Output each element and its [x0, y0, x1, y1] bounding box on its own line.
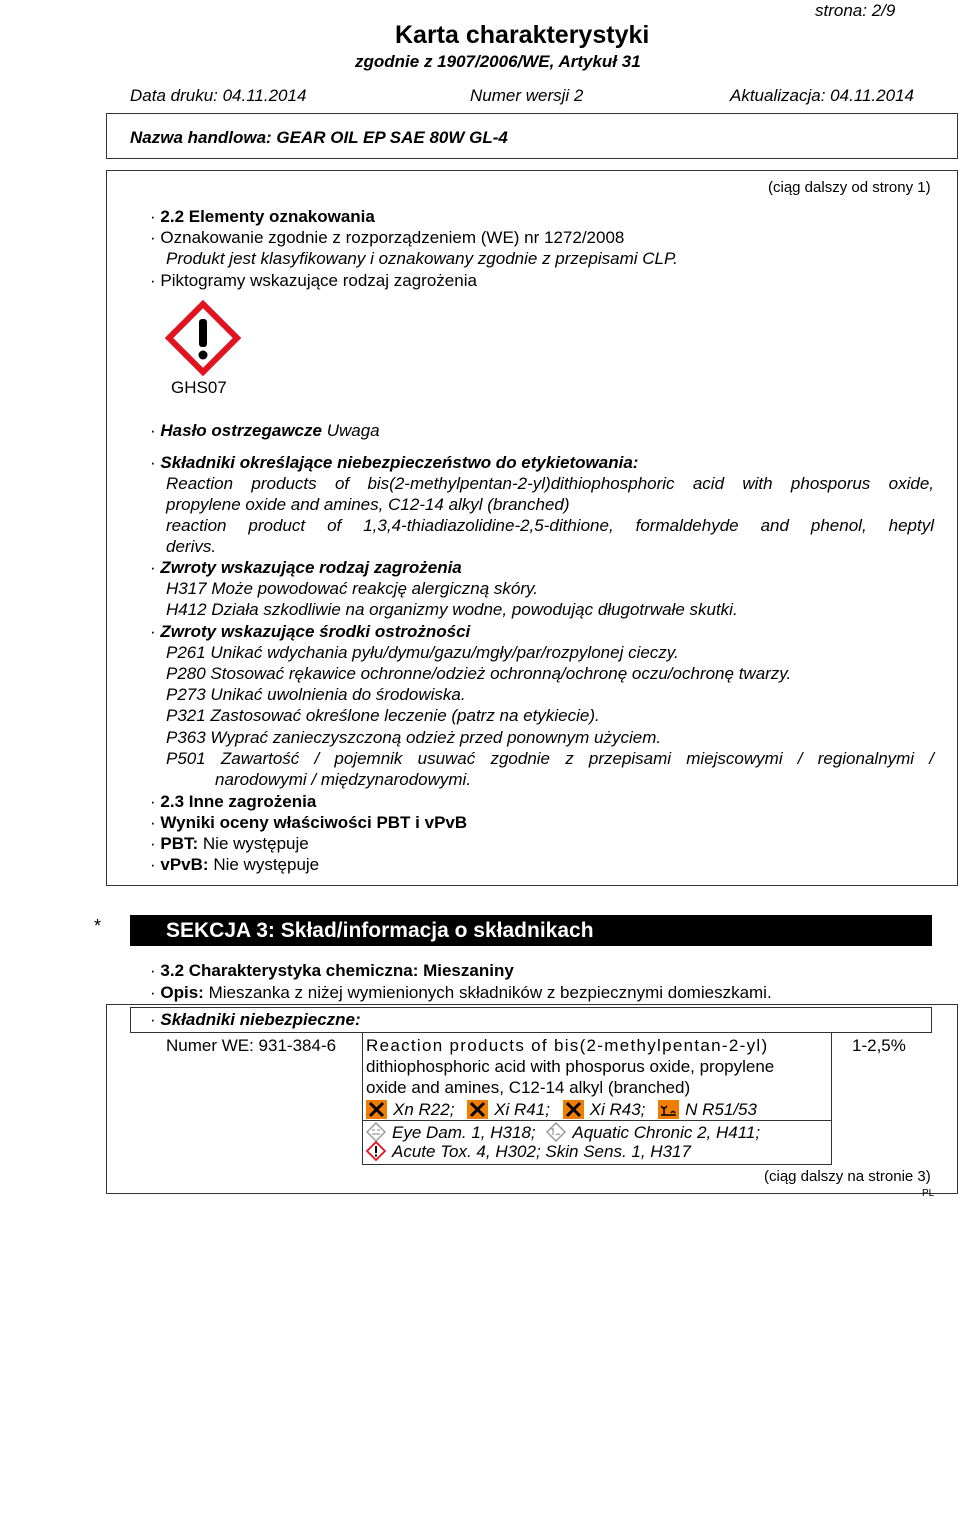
components-line-1: Reaction products of bis(2-methylpentan-2-yl)dithiophosphoric acid with phosporus oxide,: [166, 474, 934, 493]
precaution-statement: P273 Unikać uwolnienia do środowiska.: [166, 685, 466, 704]
components-line-2: propylene oxide and amines, C12-14 alkyl (branched): [166, 495, 570, 514]
precaution-p501-line2: narodowymi / międzynarodowymi.: [215, 770, 472, 789]
precautions-heading: · Zwroty wskazujące środki ostrożności: [150, 622, 471, 641]
dsd-classification: Xn R22; Xi R41; Xi R43; N R51/53: [366, 1099, 757, 1120]
precaution-statement: P363 Wyprać zanieczyszczoną odzież przed ponownym użyciem.: [166, 728, 662, 747]
document-title: Karta charakterystyki: [395, 21, 650, 49]
ingredient-divider: [362, 1120, 832, 1121]
update-date: Aktualizacja: 04.11.2014: [730, 86, 914, 105]
clp-classification-line1: Eye Dam. 1, H318; Aquatic Chronic 2, H411;: [366, 1122, 760, 1143]
harmful-cross-icon: [366, 1100, 387, 1119]
environment-icon: [546, 1122, 566, 1142]
precaution-statement: P261 Unikać wdychania pyłu/dymu/gazu/mgły/par/rozpylonej cieczy.: [166, 643, 679, 662]
language-code: PL: [922, 1188, 935, 1199]
s32-heading: · 3.2 Charakterystyka chemiczna: Mieszaniny: [150, 961, 514, 980]
continued-on-note: (ciąg dalszy na stronie 3): [764, 1168, 931, 1185]
ingredient-name-line2: dithiophosphoric acid with phosporus oxide, propylene: [366, 1057, 775, 1076]
section3-title: SEKCJA 3: Skład/informacja o składnikach: [166, 919, 594, 942]
classified-text: Produkt jest klasyfikowany i oznakowany zgodnie z przepisami CLP.: [166, 249, 678, 268]
clp-classification-line2: Acute Tox. 4, H302; Skin Sens. 1, H317: [366, 1141, 691, 1162]
irritant-cross-icon: [467, 1100, 488, 1119]
pictograms-heading: · Piktogramy wskazujące rodzaj zagrożenia: [150, 271, 477, 290]
pictogram-code: GHS07: [171, 378, 227, 397]
trade-name: Nazwa handlowa: GEAR OIL EP SAE 80W GL-4: [130, 128, 508, 147]
exclamation-mark-small-icon: [366, 1141, 386, 1161]
print-date: Data druku: 04.11.2014: [130, 86, 307, 105]
hazard-statement: H412 Działa szkodliwie na organizmy wodne, powodując długotrwałe skutki.: [166, 600, 738, 619]
description-line: · Opis: Mieszanka z niżej wymienionych składników z bezpiecznymi domieszkami.: [150, 983, 772, 1002]
environment-hazard-icon: [658, 1100, 679, 1119]
irritant-cross-icon: [563, 1100, 584, 1119]
pbt-line: · PBT: Nie występuje: [150, 834, 309, 853]
precaution-p501-line1: P501 Zawartość / pojemnik usuwać zgodnie z przepisami miejscowymi / regionalnymi /: [166, 749, 934, 768]
s22-heading: · 2.2 Elementy oznakowania: [150, 207, 375, 226]
signal-word-line: · Hasło ostrzegawcze Uwaga: [150, 421, 380, 440]
vpvb-line: · vPvB: Nie występuje: [150, 855, 320, 874]
version-number: Numer wersji 2: [470, 86, 584, 105]
hazard-statement: H317 Może powodować reakcję alergiczną skóry.: [166, 579, 538, 598]
components-line-3: reaction product of 1,3,4-thiadiazolidine-2,5-dithione, formaldehyde and phenol, heptyl: [166, 516, 934, 535]
exclamation-mark-icon: [165, 300, 241, 376]
page-number: strona: 2/9: [815, 1, 896, 20]
s23-heading: · 2.3 Inne zagrożenia: [150, 792, 317, 811]
components-line-4: derivs.: [166, 537, 217, 556]
precaution-statement: P280 Stosować rękawice ochronne/odzież ochronną/ochronę oczu/ochronę twarzy.: [166, 664, 792, 683]
hazard-statements-heading: · Zwroty wskazujące rodzaj zagrożenia: [150, 558, 462, 577]
components-heading: · Składniki określające niebezpieczeństwo do etykietowania:: [150, 453, 639, 472]
continued-from-note: (ciąg dalszy od strony 1): [768, 179, 931, 196]
label-regulation: · Oznakowanie zgodnie z rozporządzeniem (WE) nr 1272/2008: [150, 228, 625, 247]
ingredient-name-line3: oxide and amines, C12-14 alkyl (branched): [366, 1078, 691, 1097]
change-marker: *: [94, 916, 102, 936]
hazardous-heading: · Składniki niebezpieczne:: [150, 1010, 361, 1029]
ingredient-percentage: 1-2,5%: [852, 1036, 906, 1055]
precaution-statement: P321 Zastosować określone leczenie (patrz na etykiecie).: [166, 706, 600, 725]
pbt-heading: · Wyniki oceny właściwości PBT i vPvB: [150, 813, 468, 832]
regulation-subtitle: zgodnie z 1907/2006/WE, Artykuł 31: [355, 52, 641, 71]
corrosion-icon: [366, 1122, 386, 1142]
ingredient-name-line1: Reaction products of bis(2-methylpentan-2-yl): [366, 1036, 769, 1055]
ingredient-ec-number: Numer WE: 931-384-6: [166, 1036, 337, 1055]
